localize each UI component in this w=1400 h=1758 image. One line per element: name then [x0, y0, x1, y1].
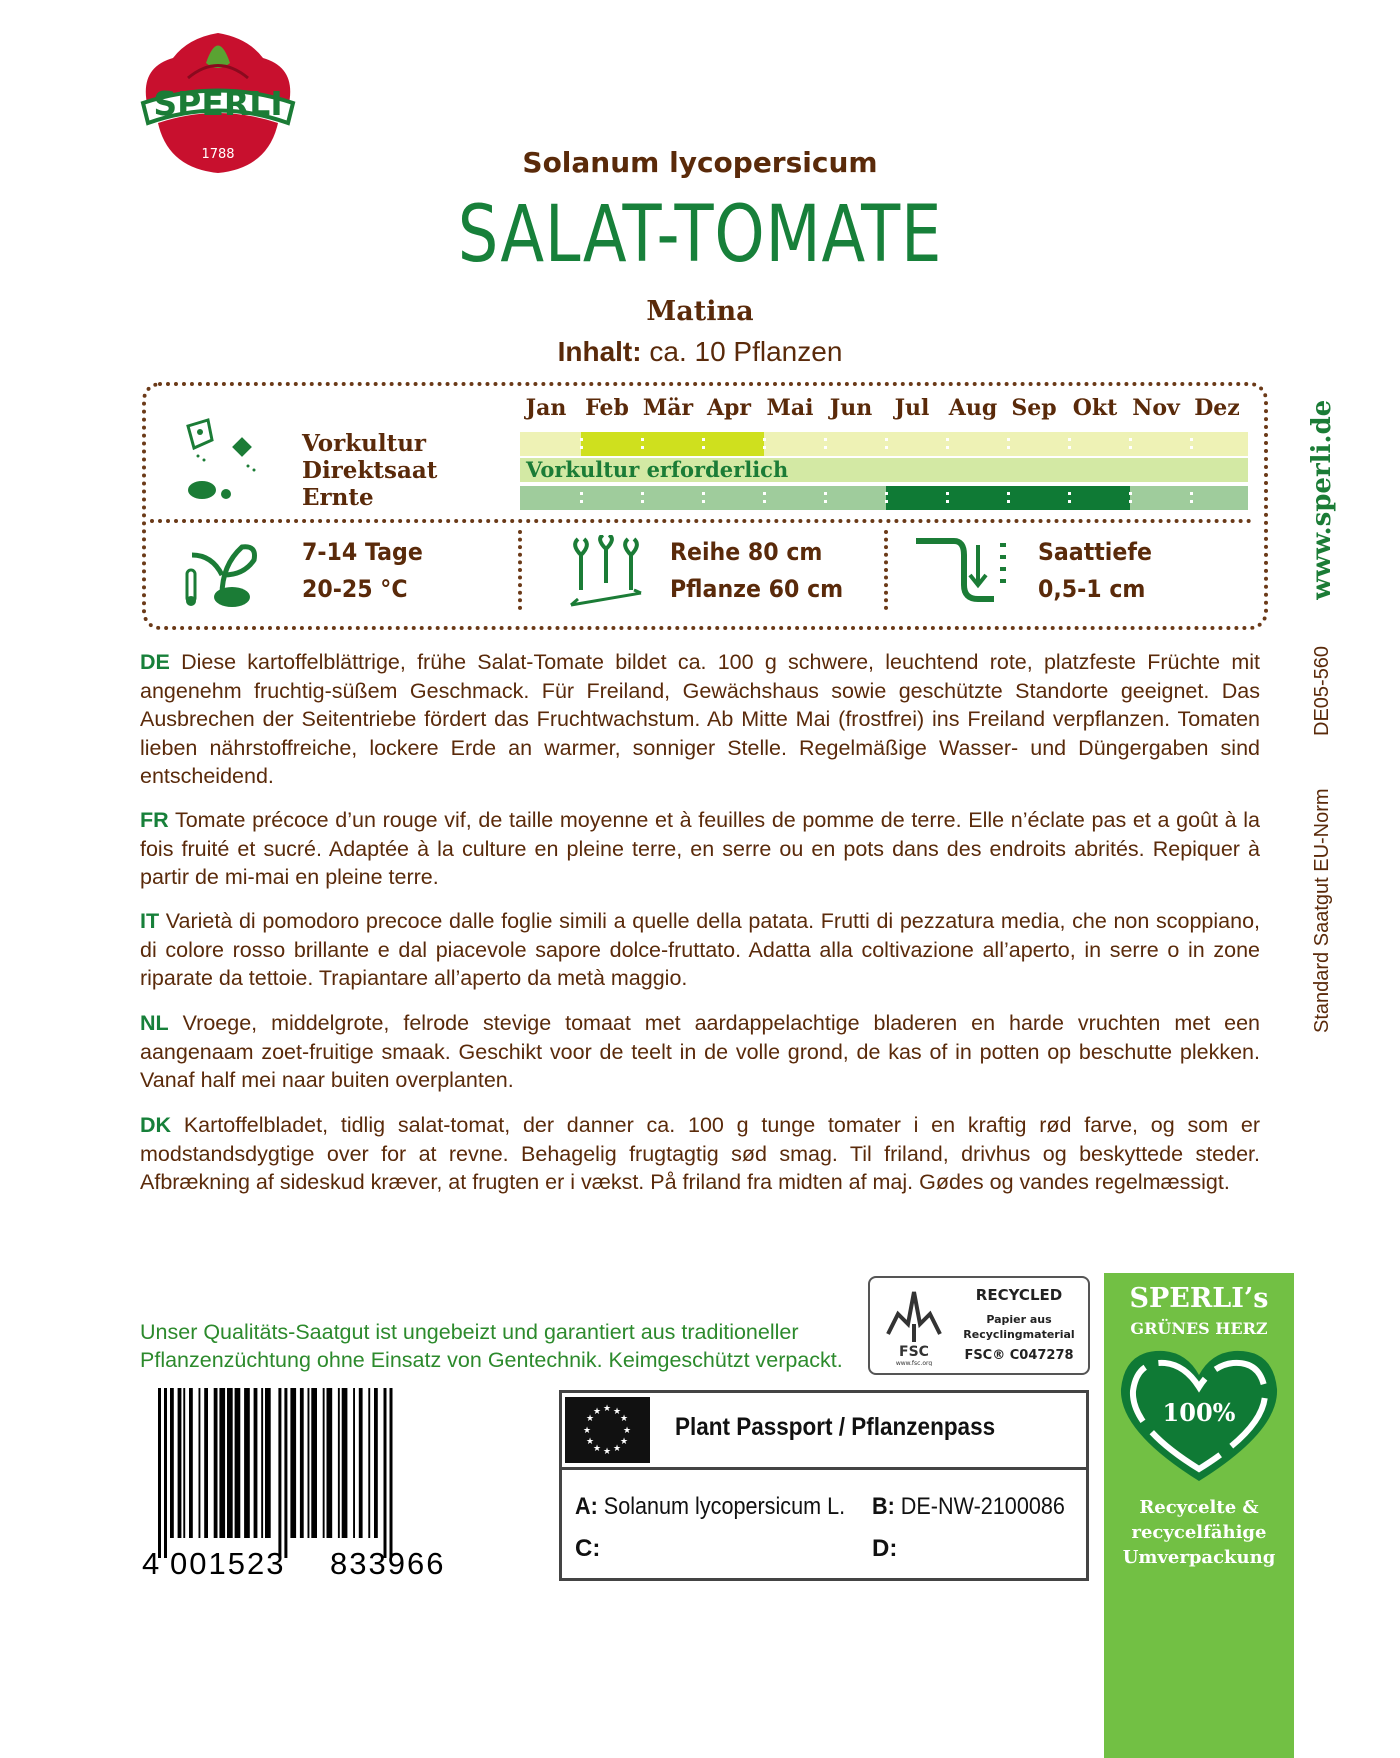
side-url [1300, 400, 1340, 600]
svg-text:★: ★ [622, 1426, 632, 1436]
month-separator-dot [1190, 438, 1193, 441]
barcode-bar [183, 1388, 185, 1538]
barcode-bar [199, 1388, 201, 1538]
svg-text:★: ★ [592, 1444, 602, 1454]
month-separator-dot [641, 446, 644, 449]
fsc-recycled: RECYCLED [975, 1286, 1063, 1304]
month-separator-dot [1007, 446, 1010, 449]
month-separator-dot [1190, 500, 1193, 503]
plant-spacing: Pflanze 60 cm [670, 575, 844, 603]
lang-code: DE [140, 650, 170, 674]
description-text: Varietà di pomodoro precoce dalle foglie simili a quelle della patata. Frutti di pezzatura media, che non scoppiano, di colore rosso brillante e dal piacevole sapore dolce-fruttato. Adatta alla coltivazione all’aperto, in serre o in zone riparate da tettoie. Trapiantare all’aperto da metà maggio. [140, 909, 1260, 990]
badge-text-line2: recycelfähige [1131, 1522, 1267, 1543]
sowing-icon [180, 418, 270, 508]
barcode-group1: 001523 [170, 1546, 286, 1578]
barcode-bar [342, 1388, 348, 1538]
passport-b-value: DE-NW-2100086 [894, 1493, 1065, 1520]
content-value: ca. 10 Pflanzen [641, 336, 843, 367]
month-label: Dez [1194, 395, 1240, 421]
month-separator-dot [702, 500, 705, 503]
green-heart-badge [1104, 1273, 1294, 1758]
description-de [140, 648, 1260, 791]
fsc-code: FSC® C047278 [964, 1348, 1074, 1363]
barcode-bar [219, 1388, 225, 1538]
lang-code: FR [140, 808, 169, 832]
month-separator-dot [824, 500, 827, 503]
barcode-bar [235, 1388, 241, 1538]
passport-header [562, 1393, 1086, 1470]
month-separator-dot [1068, 438, 1071, 441]
barcode-bar [300, 1388, 304, 1538]
side-norm [1300, 765, 1340, 1035]
month-separator-dot [1068, 446, 1071, 449]
lang-code: IT [140, 909, 160, 933]
badge-text-line3: Umverpackung [1122, 1547, 1276, 1568]
barcode-bar [368, 1388, 370, 1538]
spacing-icon [566, 535, 646, 613]
month-separator-dot [580, 446, 583, 449]
badge-title: SPERLI’s [1129, 1283, 1269, 1314]
barcode [140, 1388, 490, 1578]
month-separator-dot [1129, 500, 1132, 503]
plant-passport [559, 1390, 1089, 1581]
month-separator-dot [946, 492, 949, 495]
month-separator-dot [641, 492, 644, 495]
product-code: DE05-560 [1311, 645, 1333, 736]
badge-text-line1: Recycelte & [1139, 1497, 1259, 1518]
svg-text:★: ★ [602, 1404, 612, 1414]
vorkultur-bar [520, 432, 1248, 456]
barcode-bar [323, 1388, 325, 1538]
direktsaat-note: Vorkultur erforderlich [526, 457, 789, 482]
panel-vertical-divider [884, 530, 888, 610]
month-separator-dot [1007, 500, 1010, 503]
content-label: Inhalt: [557, 336, 642, 367]
month-separator-dot [641, 500, 644, 503]
month-separator-dot [763, 438, 766, 441]
month-separator-dot [946, 500, 949, 503]
panel-vertical-divider [518, 530, 522, 610]
description-nl [140, 1009, 1260, 1095]
eu-flag-icon [565, 1397, 650, 1463]
barcode-first-digit: 4 [142, 1546, 160, 1578]
barcode-bar [244, 1388, 250, 1538]
ernte-active-segment [886, 486, 1130, 510]
barcode-bar [261, 1388, 263, 1538]
month-separator-dot [1068, 500, 1071, 503]
barcode-bar [327, 1388, 333, 1538]
website-url: www.sperli.de [1307, 400, 1337, 600]
barcode-bar [164, 1388, 167, 1558]
row-label-ernte: Ernte [302, 484, 374, 511]
ernte-bar [520, 486, 1248, 510]
row-spacing: Reihe 80 cm [670, 538, 823, 566]
germination-temp: 20-25 °C [302, 575, 408, 603]
fsc-recycled-label [868, 1276, 1090, 1375]
svg-text:★: ★ [612, 1407, 622, 1417]
barcode-bar [290, 1388, 296, 1538]
svg-text:★: ★ [585, 1414, 595, 1424]
seed-standard: Standard Saatgut EU-Norm [1311, 788, 1333, 1033]
product-title: SALAT-TOMATE [457, 190, 943, 280]
barcode-bar [353, 1388, 355, 1538]
description-text: Kartoffelbladet, tidlig salat-tomat, der danner ca. 100 g tunge tomater i en kraftig rød farve, og som er modstandsdygtige over for at revne. Behagelig frugtagtig sød smag. Til friland, drivhus og beskyttede steder. Afbrækning af sideskud kræver, at frugten er i vækst. På friland fra midten af maj. Gødes og vandes regelmæssigt. [140, 1113, 1260, 1194]
month-separator-dot [1007, 438, 1010, 441]
barcode-bar [390, 1388, 393, 1558]
month-separator-dot [702, 446, 705, 449]
barcode-bar [254, 1388, 258, 1538]
badge-subtitle: GRÜNES HERZ [1130, 1319, 1268, 1338]
passport-a-value: Solanum lycopersicum L. [597, 1493, 846, 1520]
passport-title: Plant Passport / Pflanzenpass [675, 1413, 996, 1441]
month-separator-dot [1190, 492, 1193, 495]
barcode-bar [265, 1388, 271, 1538]
fsc-line2: Recyclingmaterial [963, 1328, 1075, 1341]
fsc-line1: Papier aus [986, 1313, 1052, 1326]
month-label: Nov [1132, 395, 1180, 421]
depth-label: Saattiefe [1038, 538, 1152, 566]
description-dk [140, 1111, 1260, 1197]
month-separator-dot [885, 492, 888, 495]
svg-text:★: ★ [612, 1444, 622, 1454]
barcode-bar [204, 1388, 208, 1538]
month-label: Mär [642, 395, 694, 421]
month-separator-dot [763, 492, 766, 495]
barcode-bar [338, 1388, 340, 1538]
month-separator-dot [763, 446, 766, 449]
svg-text:★: ★ [619, 1437, 629, 1447]
barcode-bar [214, 1388, 218, 1538]
month-separator-dot [1190, 446, 1193, 449]
month-separator-dot [1068, 492, 1071, 495]
badge-text [1104, 1495, 1294, 1570]
svg-text:★: ★ [619, 1414, 629, 1424]
month-separator-dot [1129, 438, 1132, 441]
side-code [1300, 640, 1340, 740]
month-label: Mai [766, 395, 814, 421]
month-label: Apr [706, 395, 752, 421]
panel-divider [150, 519, 1252, 523]
month-separator-dot [885, 446, 888, 449]
germination-days: 7-14 Tage [302, 538, 423, 566]
barcode-bar [278, 1388, 281, 1558]
depth-icon [914, 535, 1014, 607]
passport-d-label: D: [872, 1535, 898, 1562]
barcode-bar [158, 1388, 161, 1558]
seedling-icon [182, 535, 262, 610]
month-separator-dot [1007, 492, 1010, 495]
month-separator-dot [580, 438, 583, 441]
quality-note: Unser Qualitäts-Saatgut ist ungebeizt und garantiert aus traditioneller Pflanzenzüchtung ohne Einsatz von Gentechnik. Keimgeschützt verpackt. [140, 1320, 843, 1372]
description-text: Tomate précoce d’un rouge vif, de taille moyenne et à feuilles de pomme de terre. Elle n’éclate pas et a goût à la fois fruité et sucré. Adaptée à la culture en pleine terre, en serre ou en pots dans des endroits abrités. Repiquer à partir de mi-mai en pleine terre. [140, 808, 1260, 889]
month-separator-dot [824, 492, 827, 495]
barcode-bar [384, 1388, 387, 1558]
month-separator-dot [580, 500, 583, 503]
svg-text:★: ★ [592, 1407, 602, 1417]
month-label: Jan [525, 395, 567, 421]
month-separator-dot [885, 500, 888, 503]
month-label: Jul [894, 395, 930, 421]
row-label-vorkultur: Vorkultur [302, 430, 427, 457]
month-separator-dot [946, 438, 949, 441]
barcode-bar [178, 1388, 182, 1538]
svg-text:★: ★ [582, 1426, 592, 1436]
month-label: Okt [1072, 395, 1118, 421]
month-label: Feb [585, 395, 629, 421]
passport-c-label: C: [575, 1535, 601, 1562]
month-separator-dot [824, 438, 827, 441]
passport-field-a [575, 1493, 845, 1521]
variety-name: Matina [646, 296, 754, 327]
barcode-bar [227, 1388, 233, 1538]
passport-a-label: A: [575, 1493, 598, 1520]
month-separator-dot [946, 446, 949, 449]
brand-year: 1788 [201, 147, 235, 162]
month-separator-dot [1129, 492, 1132, 495]
badge-percent: 100% [1162, 1398, 1236, 1427]
month-separator-dot [763, 500, 766, 503]
month-separator-dot [824, 446, 827, 449]
month-label: Sep [1011, 395, 1057, 421]
passport-field-b [872, 1493, 1065, 1521]
content-line [0, 336, 1400, 368]
month-separator-dot [885, 438, 888, 441]
barcode-bar [359, 1388, 363, 1538]
barcode-bar [374, 1388, 378, 1538]
latin-name: Solanum lycopersicum [522, 146, 878, 179]
svg-text:★: ★ [585, 1437, 595, 1447]
barcode-bar [311, 1388, 317, 1538]
brand-name: SPERLI [153, 84, 283, 123]
recycle-heart-icon [1109, 1341, 1289, 1491]
description-text: Diese kartoffelblättrige, frühe Salat-Tomate bildet ca. 100 g schwere, leuchtend rote, platzfeste Früchte mit angenehm fruchtig-süßem Geschmack. Für Freiland, Gewächshaus sowie geschützte Standorte geeignet. Das Ausbrechen der Seitentriebe fördert das Fruchtwachstum. Ab Mitte Mai (frostfrei) ins Freiland verpflanzen. Tomaten lieben nährstoffreiche, lockere Erde an warmer, sonniger Stelle. Regelmäßige Wasser- und Düngergaben sind entscheidend. [140, 650, 1260, 788]
month-separator-dot [641, 438, 644, 441]
svg-text:★: ★ [602, 1447, 612, 1457]
fsc-tree-icon [878, 1284, 950, 1366]
month-separator-dot [580, 492, 583, 495]
barcode-bar [170, 1388, 174, 1538]
month-separator-dot [1129, 446, 1132, 449]
fsc-logo-text: FSC [899, 1344, 929, 1360]
row-label-direktsaat: Direktsaat [302, 457, 438, 484]
description-fr [140, 806, 1260, 892]
passport-b-label: B: [872, 1493, 895, 1520]
description-text: Vroege, middelgrote, felrode stevige tomaat met aardappelachtige bladeren en harde vruchten met een aangenaam zoet-fruitige smaak. Geschikt voor de teelt in de volle grond, de kas of in potten op beschutte plekken. Vanaf half mei naar buiten overplanten. [140, 1011, 1260, 1092]
vorkultur-active-segment [581, 432, 764, 456]
description-it [140, 907, 1260, 993]
lang-code: DK [140, 1113, 172, 1137]
month-label: Jun [829, 395, 873, 421]
barcode-bar [308, 1388, 310, 1538]
month-separator-dot [702, 492, 705, 495]
barcode-group2: 833966 [330, 1546, 446, 1578]
barcode-bar [189, 1388, 193, 1538]
depth-value: 0,5-1 cm [1038, 575, 1146, 603]
fsc-url: www.fsc.org [895, 1360, 933, 1366]
month-label: Aug [948, 395, 998, 421]
barcode-bar [284, 1388, 287, 1558]
lang-code: NL [140, 1011, 169, 1035]
month-separator-dot [702, 438, 705, 441]
